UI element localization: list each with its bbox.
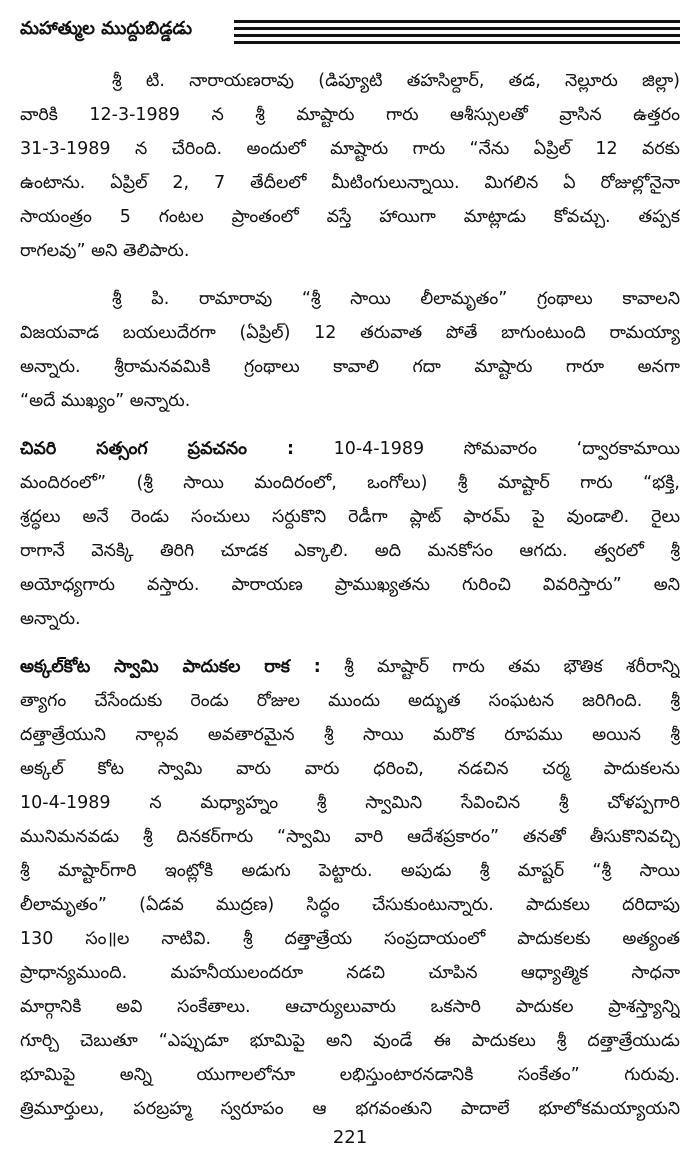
text-line: శ్రీ పి. రామారావు “శ్రీ సాయి లీలామృతం” గ్రంథాలు కావాలని [112,289,680,309]
text-line: విజయవాడ బయలుదేరగా (ఏప్రిల్) 12 తరువాత పోతే బాగుంటుంది రామయ్యా [20,323,680,343]
text-line: 130 సం॥ల నాటివి. శ్రీ దత్తాత్రేయ సంప్రదాయంలో పాదుకలకు అత్యంత [20,929,680,949]
text-line [20,432,680,466]
text-line: మార్గానికి అవి సంకేతాలు. ఆచార్యులువారు ఒకసారి పాదుకల ప్రాశస్త్యాన్ని [20,997,680,1017]
text-line: సాయంత్రం 5 గంటల ప్రాంతంలో వస్తే హాయిగా మాట్లాడు కోవచ్చు. తప్పక [20,207,680,227]
text-line: మునిమనవడు శ్రీ దినకర్‌గారు “స్వామి వారి ఆదేశప్రకారం” తనతో తీసుకొనివచ్చి [20,827,680,847]
text-line: గూర్చి చెబుతూ “ఎప్పుడూ భూమిపై అని వుండే ఈ పాదుకలు శ్రీ దత్తాత్రేయుడు [20,1031,680,1051]
text-line: భూమిపై అన్ని యుగాలలోనూ లభిస్తుంటారనడానికి సంకేతం” గురువు. [20,1065,680,1085]
text-line: దత్తాత్రేయుని నాల్గవ అవతారమైన శ్రీ సాయి మరొక రూపము అయిన శ్రీ [20,725,680,745]
text-line: అయోధ్యగారు వస్తారు. పారాయణ ప్రాముఖ్యతను గురించి వివరిస్తారు” అని [20,575,680,595]
section-heading: అక్కల్‌కోట స్వామి పాదుకల రాక : [20,657,321,677]
text-line: అన్నారు. [20,609,81,629]
text-line: రాగానే వెనక్కి తిరిగి చూడక ఎక్కాలి. అది మనకోసం ఆగదు. త్వరలో శ్రీ [20,541,680,561]
text-line [20,650,680,684]
section-heading: చివరి సత్సంగ ప్రవచనం : [20,439,295,459]
text-line: 10-4-1989 న మధ్యాహ్నం శ్రీ స్వామిని సేవించిన శ్రీ చోళప్పగారి [20,793,680,813]
running-header [20,14,680,52]
text-run: శ్రీ మాష్టార్ గారు తమ భౌతిక శరీరాన్ని [320,657,680,677]
text-line: లీలామృతం” (ఏడవ ముద్రణ) సిద్ధం చేసుకుంటున్నారు. పాదుకలు దరిదాపు [20,895,680,915]
text-run: 10-4-1989 సోమవారం ‘ద్వారకామాయి [294,439,680,459]
text-line: శ్రద్ధలు అనే రెండు సంచులు సర్దుకొని రెడీగా ప్లాట్ ఫారమ్ పై వుండాలి. రైలు [20,507,680,527]
text-line: అక్కల్ కోట స్వామి వారు వారు ధరించి, నడచిన చర్మ పాదుకలను [20,759,680,779]
paragraph [20,432,680,636]
running-header-title: మహాత్ముల ముద్దుబిడ్డడు [20,18,193,39]
text-line: త్యాగం చేసేందుకు రెండు రోజుల ముందు అద్భుత సంఘటన జరిగింది. శ్రీ [20,691,680,711]
text-line: ఉంటాను. ఏప్రిల్ 2, 7 తేదీలలో మీటింగులున్నాయి. మిగలిన ఏ రోజుల్లోనైనా [20,173,680,193]
paragraph [20,64,680,268]
text-line: శ్రీ మాష్టార్‌గారి ఇంట్లోకి అడుగు పెట్టారు. అపుడు శ్రీ మాష్టర్ “శ్రీ సాయి [20,861,680,881]
text-line: రాగలవు” అని తెలిపారు. [20,241,190,261]
text-line: శ్రీ టి. నారాయణరావు (డిప్యూటి తహసిల్దార్, తడ, నెల్లూరు జిల్లా) [112,71,680,91]
page-body [20,64,680,1140]
paragraph [20,282,680,418]
text-line: అన్నారు. శ్రీరామనవమికి గ్రంథాలు కావాలి గదా మాష్టారు గారూ అనగా [20,357,680,377]
header-rule-lines [234,20,680,48]
text-line: 31-3-1989 న చేరింది. అందులో మాష్టారు గారు “నేను ఏప్రిల్ 12 వరకు [20,139,680,159]
paragraph [20,650,680,1126]
text-line: “అదే ముఖ్యం” అన్నారు. [20,391,191,411]
text-line: వారికి 12-3-1989 న శ్రీ మాష్టారు గారు ఆశీస్సులతో వ్రాసిన ఉత్తరం [20,105,680,125]
page-number: 221 [332,1127,368,1148]
text-line: త్రిమూర్తులు, పరబ్రహ్మ స్వరూపం ఆ భగవంతుని పాదాలే భూలోకమయ్యాయని [20,1099,680,1119]
text-line: మందిరంలో” (శ్రీ సాయి మందిరంలో, ఒంగోలు) శ్రీ మాష్టార్ గారు “భక్తి, [20,473,680,493]
text-line: ప్రాధాన్యముంది. మహనీయులందరూ నడచి చూపిన ఆధ్యాత్మిక సాధనా [20,963,680,983]
